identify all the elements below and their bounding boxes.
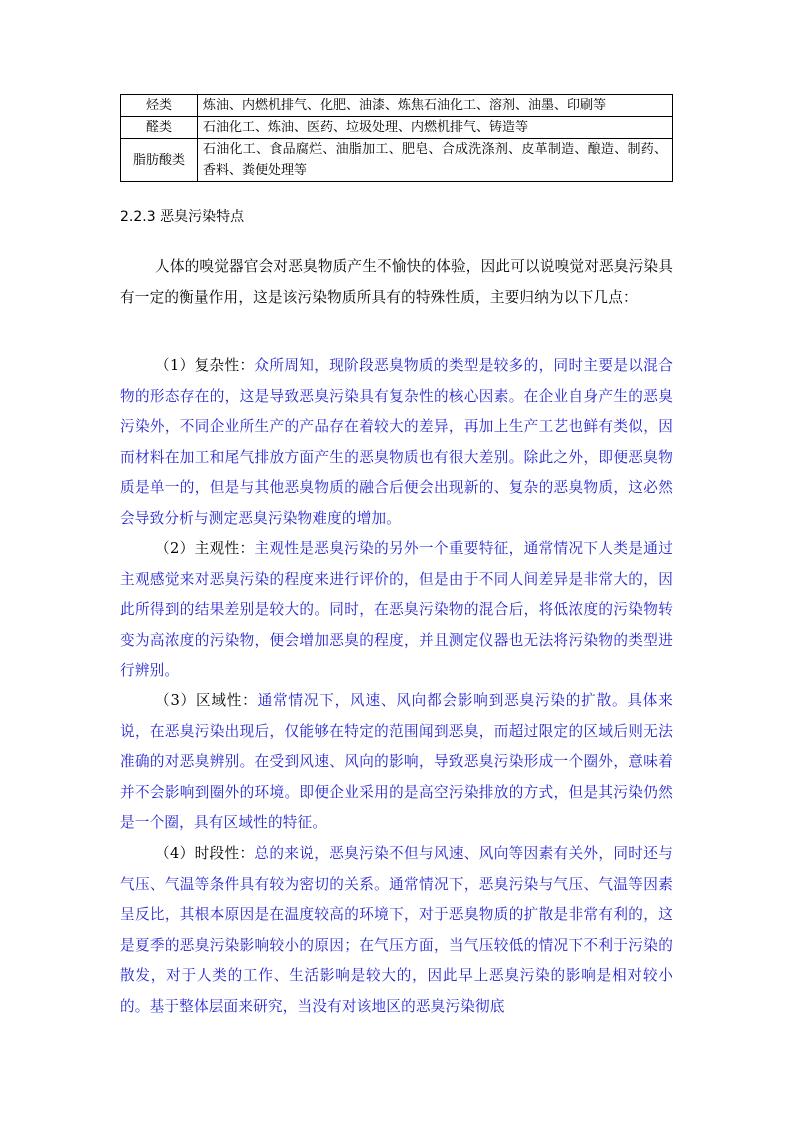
point-text: 通常情况下，风速、风向都会影响到恶臭污染的扩散。具体来说，在恶臭污染出现后，仅能够在特定的范围闻到恶臭，而超过限定的区域后则无法准确的对恶臭辨别。在受到风速、风向的影响，导致恶臭污染形成一个圈外，意味着并不会影响到圈外的环境。即便企业采用的是高空污染排放的方式，但是其污染仍然是一个圈，具有区域性的特征。	[120, 692, 674, 832]
point-label: （2）主观性：	[155, 540, 255, 557]
table-cell-sources: 石油化工、炼油、医药、垃圾处理、内燃机排气、铸造等	[198, 117, 673, 139]
point-paragraph-periodicity	[120, 839, 673, 1023]
point-label: （3）区域性：	[155, 692, 258, 709]
section-heading: 2.2.3 恶臭污染特点	[120, 209, 245, 225]
odor-sources-table	[120, 94, 673, 182]
intro-paragraph: 人体的嗅觉器官会对恶臭物质产生不愉快的体验，因此可以说嗅觉对恶臭污染具有一定的衡量作用，这是该污染物质所具有的特殊性质，主要归纳为以下几点：	[120, 258, 673, 306]
table-row	[121, 95, 673, 117]
point-label: （4）时段性：	[155, 845, 255, 862]
point-paragraph-regionality	[120, 686, 673, 839]
point-paragraph-complexity	[120, 351, 673, 535]
table-row	[121, 117, 673, 139]
point-text: 主观性是恶臭污染的另外一个重要特征，通常情况下人类是通过主观感觉来对恶臭污染的程度来进行评价的，但是由于不同人间差异是非常大的，因此所得到的结果差别是较大的。同时，在恶臭污染物的混合后，将低浓度的污染物转变为高浓度的污染物，便会增加恶臭的程度，并且测定仪器也无法将污染物的类型进行辨别。	[120, 540, 674, 680]
table-cell-category: 脂肪酸类	[121, 139, 198, 182]
table-cell-sources: 石油化工、食品腐烂、油脂加工、肥皂、合成洗涤剂、皮革制造、酿造、制药、香料、粪便处理等	[198, 139, 673, 182]
table-row	[121, 139, 673, 182]
table-cell-sources: 炼油、内燃机排气、化肥、油漆、炼焦石油化工、溶剂、油墨、印刷等	[198, 95, 673, 117]
point-text: 众所周知，现阶段恶臭物质的类型是较多的，同时主要是以混合物的形态存在的，这是导致恶臭污染具有复杂性的核心因素。在企业自身产生的恶臭污染外，不同企业所生产的产品存在着较大的差异，再加上生产工艺也鲜有类似，因而材料在加工和尾气排放方面产生的恶臭物质也有很大差别。除此之外，即便恶臭物质是单一的，但是与其他恶臭物质的融合后便会出现新的、复杂的恶臭物质，这必然会导致分析与测定恶臭污染物难度的增加。	[120, 357, 674, 527]
point-paragraph-subjectivity	[120, 534, 673, 687]
table-cell-category: 烃类	[121, 95, 198, 117]
point-label: （1）复杂性：	[155, 357, 255, 374]
table-cell-category: 醛类	[121, 117, 198, 139]
point-text: 总的来说，恶臭污染不但与风速、风向等因素有关外，同时还与气压、气温等条件具有较为密切的关系。通常情况下，恶臭污染与气压、气温等因素呈反比，其根本原因是在温度较高的环境下，对于恶臭物质的扩散是非常有利的，这是夏季的恶臭污染影响较小的原因；在气压方面，当气压较低的情况下不利于污染的散发，对于人类的工作、生活影响是较大的，因此早上恶臭污染的影响是相对较小的。基于整体层面来研究，当没有对该地区的恶臭污染彻底	[120, 845, 674, 1015]
